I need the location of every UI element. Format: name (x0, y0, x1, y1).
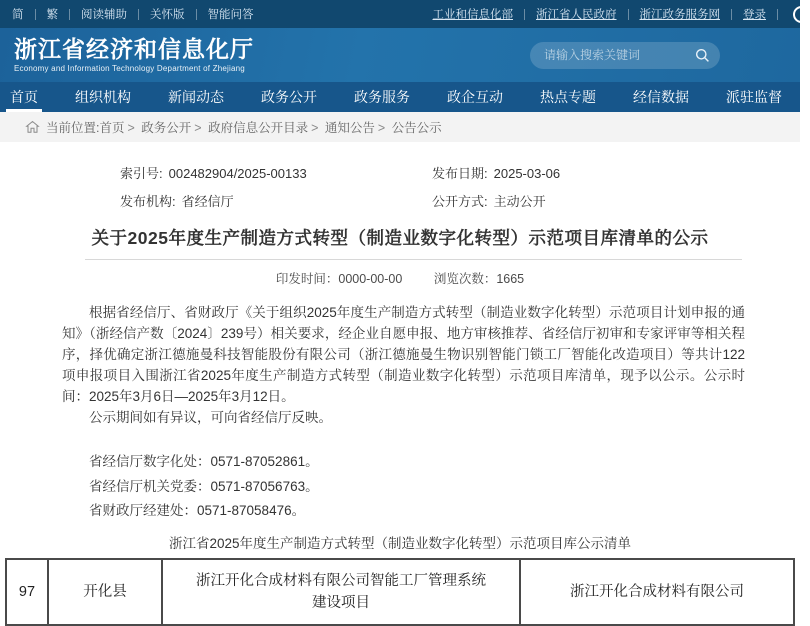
meta-agency (120, 191, 432, 210)
user-icon[interactable] (793, 6, 810, 23)
divider (35, 9, 36, 20)
project-list-table (5, 558, 795, 626)
crumb-gov-affairs[interactable]: > 政务公开 (125, 118, 192, 136)
article-body (62, 302, 745, 524)
cell-serial-no: 97 (6, 559, 48, 625)
crumb-info-directory[interactable]: > 政府信息公开目录 (191, 118, 308, 136)
article (0, 142, 800, 626)
toplink-zhejiang-service-net[interactable]: 浙江政务服务网 (639, 9, 720, 21)
meta-index-label: 索引号: (120, 166, 163, 181)
meta-mode-value: 主动公开 (493, 194, 546, 209)
home-icon (26, 121, 39, 133)
nav-item-organization[interactable]: 组织机构 (75, 89, 131, 105)
print-time-value: 0000-00-00 (338, 272, 403, 286)
nav-item-supervision[interactable]: 派驻监督 (726, 89, 782, 105)
search-input[interactable] (544, 48, 695, 62)
meta-open-mode (432, 191, 740, 210)
paragraph: 根据省经信厅、省财政厅《关于组织2025年度生产制造方式转型（制造业数字化转型）示范项目计划申报的通知》（浙经信产数〔2024〕239号）相关要求，经企业自愿申报、地方审核推荐、省经信厅初审和专家评审等相关程序，择优确定浙江德施曼科技智能股份有限公司（浙江德施曼生物识别智能门锁工厂智能化改造项目）等共计122项申报项目入围浙江省2025年度生产制造方式转型（制造业数字化转型）示范项目库清单，现予以公示。公示时间：2025年3月6日—2025年3月12日。 (62, 305, 745, 404)
meta-index-no (120, 163, 432, 182)
document-meta (0, 142, 800, 210)
nav-item-hot-topics[interactable]: 热点专题 (540, 89, 596, 105)
view-count-value: 1665 (496, 272, 525, 286)
crumb-announcements[interactable]: > 公告公示 (375, 118, 442, 136)
search-icon[interactable] (695, 48, 710, 63)
nav-item-home[interactable]: 首页 (8, 82, 40, 112)
meta-date-value: 2025-03-06 (493, 166, 561, 181)
table-row (6, 559, 794, 625)
meta-agency-label: 发布机构: (120, 194, 176, 209)
table-title: 浙江省2025年度生产制造方式转型（制造业数字化转型）示范项目库公示清单 (168, 535, 632, 551)
contact-line: 省经信厅机关党委：0571-87056763。 (89, 478, 319, 494)
divider (777, 9, 778, 20)
meta-publish-date (432, 163, 740, 182)
divider (731, 9, 732, 20)
print-info-row (0, 269, 800, 287)
print-time-label: 印发时间： (275, 272, 339, 286)
divider (138, 9, 139, 20)
site-identity (14, 37, 254, 73)
login-link[interactable]: 登录 (743, 9, 766, 21)
divider (69, 9, 70, 20)
meta-index-value: 002482904/2025-00133 (168, 166, 307, 181)
crumb-notices[interactable]: > 通知公告 (308, 118, 375, 136)
toplink-miit[interactable]: 工业和信息化部 (432, 9, 513, 21)
divider (524, 9, 525, 20)
site-title: 浙江省经济和信息化厅 (14, 36, 254, 62)
toplink-smart-qa[interactable]: 智能问答 (207, 9, 254, 21)
nav-item-news[interactable]: 新闻动态 (168, 89, 224, 105)
contact-line: 省财政厅经建处：0571-87058476。 (89, 503, 306, 518)
toplink-care-version[interactable]: 关怀版 (150, 9, 185, 21)
breadcrumb-prefix: 当前位置: (46, 121, 100, 135)
meta-agency-value: 省经信厅 (181, 194, 234, 209)
view-count (434, 269, 524, 287)
nav-item-gov-affairs[interactable]: 政务公开 (261, 89, 317, 105)
toplink-traditional-chinese[interactable]: 繁 (46, 9, 58, 21)
divider (196, 9, 197, 20)
contact-list (62, 450, 745, 524)
toplink-reading-aid[interactable]: 阅读辅助 (81, 9, 127, 21)
divider (628, 9, 629, 20)
paragraph: 公示期间如有异议，可向省经信厅反映。 (89, 410, 332, 425)
view-count-label: 浏览次数： (433, 272, 497, 286)
crumb-home[interactable]: 首页 (99, 121, 125, 135)
cell-company-name: 浙江开化合成材料有限公司 (520, 559, 794, 625)
nav-item-interaction[interactable]: 政企互动 (447, 89, 503, 105)
top-right-links (433, 6, 801, 23)
search-box[interactable] (530, 42, 720, 69)
site-header (0, 28, 800, 82)
nav-item-data[interactable]: 经信数据 (633, 89, 689, 105)
nav-item-gov-services[interactable]: 政务服务 (354, 89, 410, 105)
toplink-zhejiang-gov[interactable]: 浙江省人民政府 (536, 9, 617, 21)
main-nav (0, 82, 800, 112)
meta-mode-label: 公开方式: (432, 194, 488, 209)
cell-project-name: 浙江开化合成材料有限公司智能工厂管理系统建设项目 (162, 559, 520, 625)
print-time (276, 269, 402, 287)
toplink-simplified-chinese[interactable]: 简 (12, 9, 24, 21)
breadcrumb (0, 112, 800, 142)
site-subtitle: Economy and Information Technology Department of Zhejiang (14, 64, 245, 73)
top-utility-bar (0, 0, 800, 28)
cell-county: 开化县 (48, 559, 162, 625)
contact-line: 省经信厅数字化处：0571-87052861。 (89, 454, 319, 469)
top-left-links (12, 6, 254, 22)
meta-date-label: 发布日期: (432, 166, 488, 181)
title-divider (85, 259, 742, 260)
page-title: 关于2025年度生产制造方式转型（制造业数字化转型）示范项目库清单的公示 (91, 228, 709, 248)
